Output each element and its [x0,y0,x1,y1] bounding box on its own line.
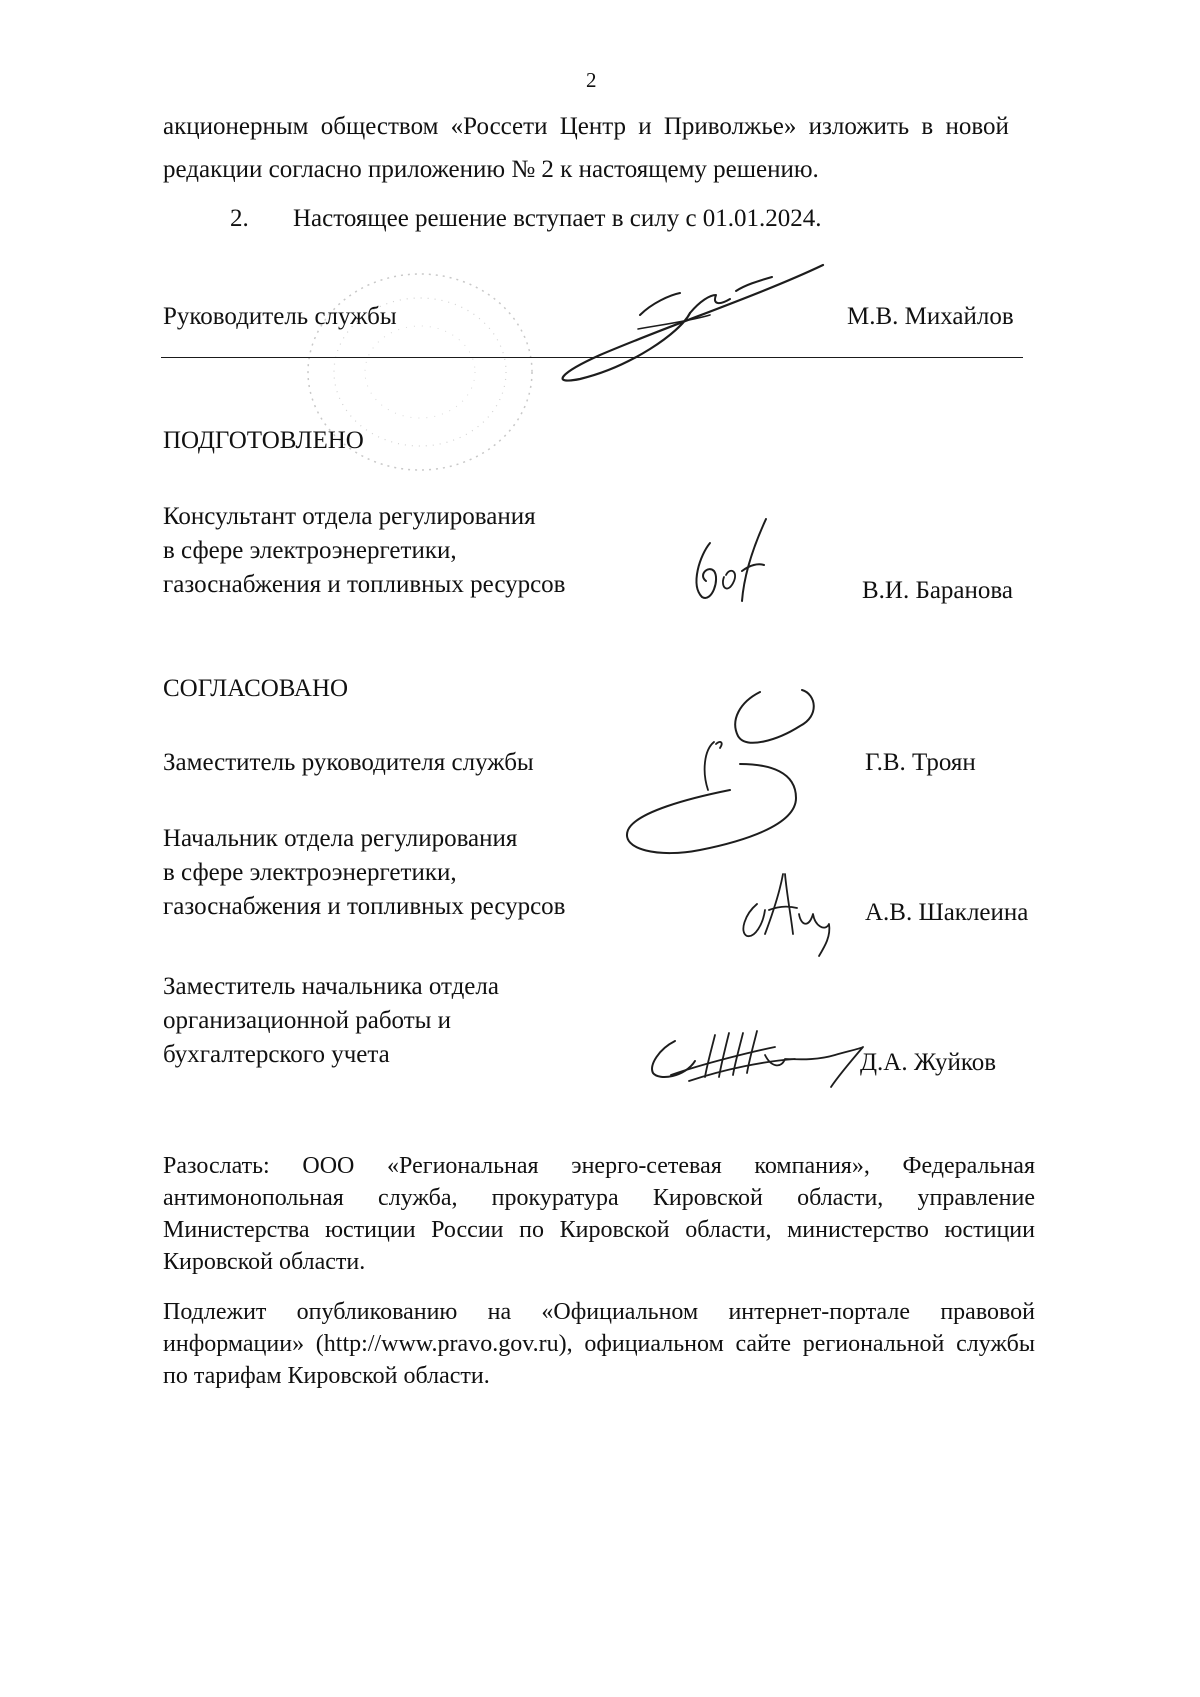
agreed-position-line: Заместитель руководителя службы [163,749,534,776]
agreed-person-2-name: А.В. Шаклеина [865,899,1029,926]
publication-note: Подлежит опубликованию на «Официальном интернет-портале правовой информации» (http://www.pravo.gov.ru), официальном сайте региональной службы по тарифам Кировской области. [163,1299,1035,1389]
agreed-position-line: бухгалтерского учета [163,1041,390,1068]
head-signature-image [540,255,840,395]
agreed-person-2-signature-image [735,870,845,960]
head-position: Руководитель службы [163,303,397,330]
head-signature-rule [161,357,1023,358]
agreed-person-1-position [163,746,534,780]
prepared-name: В.И. Баранова [862,577,1013,604]
agreed-heading: СОГЛАСОВАНО [163,675,349,702]
distribution-list: Разослать: ООО «Региональная энерго-сетевая компания», Федеральная антимонопольная служба, прокуратура Кировской области, управление Министерства юстиции России по Кировской области, министерство юстиции Кировской области. [163,1153,1035,1275]
prepared-heading: ПОДГОТОВЛЕНО [163,427,364,454]
prepared-position [163,500,566,602]
agreed-person-3-name: Д.А. Жуйков [860,1049,997,1076]
page-number: 2 [586,68,597,92]
agreed-position-line: Начальник отдела регулирования [163,825,518,852]
agreed-person-2-position [163,822,566,924]
agreed-position-line: организационной работы и [163,1007,452,1034]
agreed-position-line: Заместитель начальника отдела [163,973,499,1000]
prepared-position-line: Консультант отдела регулирования [163,503,536,530]
agreed-person-3-position [163,970,499,1072]
clause-number: 2. [230,205,249,232]
agreed-person-3-signature-image [645,1015,870,1095]
prepared-position-line: газоснабжения и топливных ресурсов [163,571,566,598]
agreed-position-line: в сфере электроэнергетики, [163,859,457,886]
prepared-position-line: в сфере электроэнергетики, [163,537,457,564]
head-name: М.В. Михайлов [847,303,1014,330]
prepared-signature-image [680,515,780,605]
agreed-person-1-signature-image [620,680,830,860]
agreed-position-line: газоснабжения и топливных ресурсов [163,893,566,920]
agreed-person-1-name: Г.В. Троян [865,749,976,776]
intro-line-1: акционерным обществом «Россети Центр и Приволжье» изложить в новой [163,113,1009,140]
clause-text: Настоящее решение вступает в силу с 01.01.2024. [293,205,822,232]
intro-line-2: редакции согласно приложению № 2 к настоящему решению. [163,156,819,183]
